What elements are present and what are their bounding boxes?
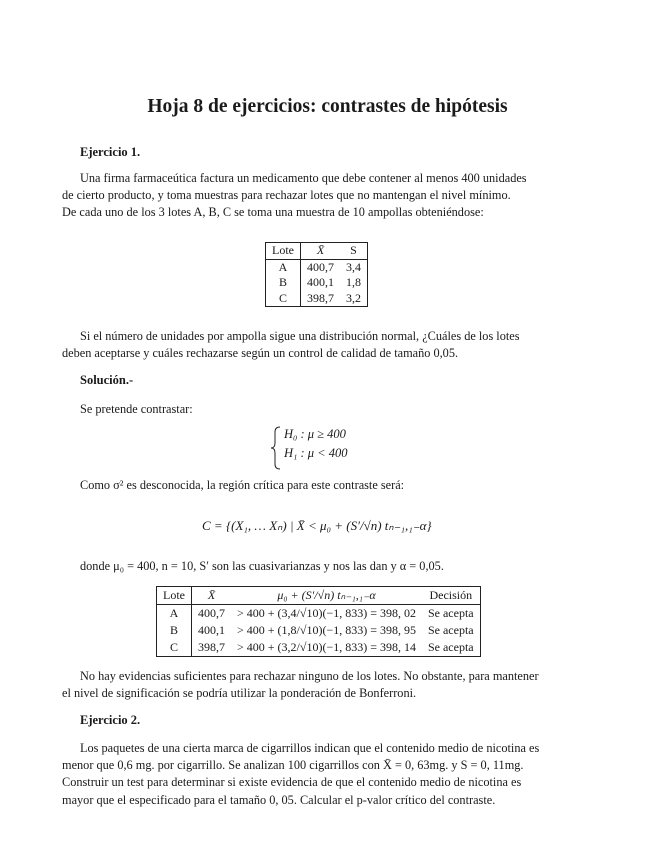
table-header-row xyxy=(266,243,368,260)
statement-line: Una firma farmaceútica factura un medicamento que debe contener al menos 400 unidades xyxy=(80,171,527,185)
table-header: Lote xyxy=(157,587,192,605)
solution-heading: Solución.- xyxy=(80,373,134,387)
table-cell: Se acepta xyxy=(427,606,474,620)
statement-line: Construir un test para determinar si existe evidencia de que el contenido medio de nicotina es xyxy=(62,775,522,790)
table-row xyxy=(157,622,481,639)
table-row xyxy=(157,605,481,623)
left-brace-icon xyxy=(270,426,282,470)
table-header: X̄ xyxy=(192,587,232,605)
sample-table xyxy=(265,242,368,307)
sigma-text: Como σ² es desconocida, la región crítica para este contraste será: xyxy=(80,478,405,492)
table-cell: Se acepta xyxy=(427,640,474,654)
table-cell: 398,7 xyxy=(198,640,225,654)
exercise-2-statement xyxy=(62,740,580,809)
question-line: deben aceptarse y cuáles rechazarse según un control de calidad de tamaño 0,05. xyxy=(62,346,459,361)
exercise-1-conclusion xyxy=(62,668,580,702)
decision-table xyxy=(156,586,481,657)
donde-text: donde μ₀ = 400, n = 10, S′ son las cuasivarianzas y nos las dan y α = 0,05. xyxy=(80,559,444,573)
table-header: Lote xyxy=(266,243,301,260)
page-title: Hoja 8 de ejercicios: contrastes de hipótesis xyxy=(147,96,508,117)
statement-line: menor que 0,6 mg. por cigarrillo. Se analizan 100 cigarrillos con X̄ = 0, 63mg. y S = 0, 11mg. xyxy=(62,758,524,773)
question-line: Si el número de unidades por ampolla sigue una distribución normal, ¿Cuáles de los lotes xyxy=(80,329,520,343)
table-cell: Se acepta xyxy=(427,623,474,637)
exercise-2-heading: Ejercicio 2. xyxy=(80,713,141,727)
table-cell: 3,2 xyxy=(346,290,361,305)
table-cell: 400,7 xyxy=(307,259,334,274)
exercise-1-question xyxy=(62,328,580,362)
table-cell: A xyxy=(266,259,301,275)
table-cell: 400,1 xyxy=(307,275,334,289)
table-header-row xyxy=(157,587,481,605)
table-cell: C xyxy=(157,639,192,657)
table-header: S xyxy=(340,243,368,260)
table-row xyxy=(266,291,368,307)
statement-line: Los paquetes de una cierta marca de cigarrillos indican que el contenido medio de nicotina es xyxy=(80,741,540,755)
table-cell: 400,1 xyxy=(198,623,225,637)
table-cell: 3,4 xyxy=(346,259,361,274)
table-row xyxy=(266,275,368,291)
table-cell: A xyxy=(157,605,192,623)
statement-line: De cada uno de los 3 lotes A, B, C se toma una muestra de 10 ampollas obteniéndose: xyxy=(62,205,484,220)
alternative-hypothesis: H₁ : μ < 400 xyxy=(284,446,348,460)
table-row xyxy=(157,639,481,657)
table-cell: 398,7 xyxy=(307,290,334,305)
table-cell: > 400 + (3,4/√10)(−1, 833) = 398, 02 xyxy=(237,606,416,620)
table-cell: B xyxy=(157,622,192,639)
conclusion-line: No hay evidencias suficientes para rechazar ninguno de los lotes. No obstante, para mantener xyxy=(80,669,539,683)
table-cell: > 400 + (1,8/√10)(−1, 833) = 398, 95 xyxy=(237,623,416,637)
critical-region-formula: C = {(X₁, … Xₙ) | X̄ < μ₀ + (S′/√n) tₙ₋₁,₁₋α} xyxy=(202,518,432,533)
null-hypothesis: H₀ : μ ≥ 400 xyxy=(284,427,346,441)
table-cell: B xyxy=(266,275,301,291)
conclusion-line: el nivel de significación se podría utilizar la ponderación de Bonferroni. xyxy=(62,686,417,701)
exercise-1-statement xyxy=(62,170,580,222)
statement-line: de cierto producto, y toma muestras para rechazar lotes que no mantengan el nivel mínimo. xyxy=(62,188,511,203)
table-cell: 400,7 xyxy=(198,606,225,620)
table-header: X̄ xyxy=(301,243,341,260)
table-cell: 1,8 xyxy=(346,275,361,289)
table-cell: C xyxy=(266,291,301,307)
table-cell: > 400 + (3,2/√10)(−1, 833) = 398, 14 xyxy=(237,640,416,654)
contrast-intro: Se pretende contrastar: xyxy=(80,402,193,416)
table-header: μ₀ + (S′/√n) tₙ₋₁,₁₋α xyxy=(231,587,422,605)
exercise-1-heading: Ejercicio 1. xyxy=(80,145,141,159)
statement-line: mayor que el especificado para el tamaño 0, 05. Calcular el p-valor crítico del contraste. xyxy=(62,792,496,807)
table-header: Decisión xyxy=(422,587,480,605)
table-row xyxy=(266,259,368,275)
